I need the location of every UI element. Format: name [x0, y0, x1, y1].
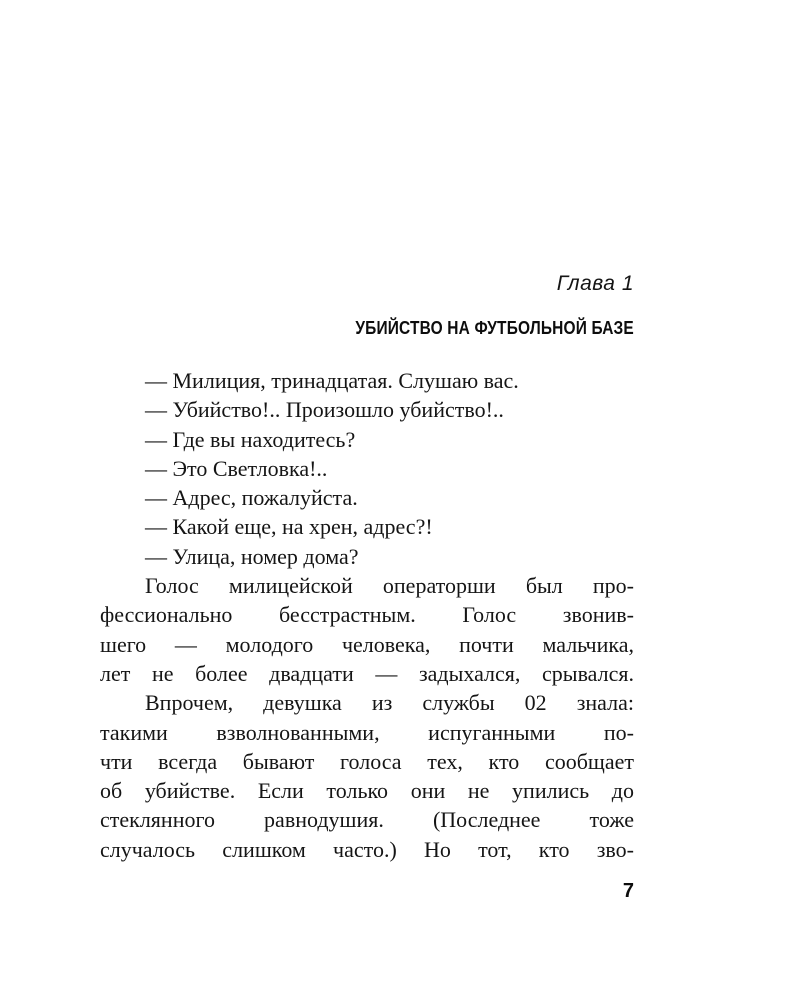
paragraph-line: об убийстве. Если только они не упились до: [100, 778, 634, 804]
paragraph-line: Голос милицейской операторши был про-: [145, 573, 634, 599]
dialogue-line: — Убийство!.. Произошло убийство!..: [145, 397, 504, 423]
paragraph-line: чти всегда бывают голоса тех, кто сообщает: [100, 748, 634, 774]
chapter-title: УБИЙСТВО НА ФУТБОЛЬНОЙ БАЗЕ: [355, 318, 634, 338]
paragraph-line: лет не более двадцати — задыхался, срывался.: [100, 660, 634, 686]
dialogue-line: — Милиция, тринадцатая. Слушаю вас.: [145, 368, 519, 393]
paragraph-line: стеклянного равнодушия. (Последнее тоже: [100, 807, 634, 833]
paragraph-line: такими взволнованными, испуганными по-: [100, 719, 634, 745]
chapter-label: Глава 1: [556, 272, 634, 295]
paragraph-line: случалось слишком часто.) Но тот, кто зво-: [100, 836, 634, 862]
paragraph-line: фессионально бесстрастным. Голос звонив-: [100, 602, 634, 628]
paragraph-line: шего — молодого человека, почти мальчика,: [100, 631, 634, 657]
dialogue-line: — Это Светловка!..: [145, 455, 328, 481]
dialogue-line: — Улица, номер дома?: [145, 543, 359, 569]
paragraph-line: Впрочем, девушка из службы 02 знала:: [145, 690, 634, 716]
dialogue-line: — Адрес, пожалуйста.: [145, 485, 358, 511]
page-number: 7: [622, 880, 634, 902]
body-text: [100, 366, 634, 864]
dialogue-line: — Какой еще, на хрен, адрес?!: [145, 514, 433, 540]
dialogue-line: — Где вы находитесь?: [145, 426, 356, 452]
